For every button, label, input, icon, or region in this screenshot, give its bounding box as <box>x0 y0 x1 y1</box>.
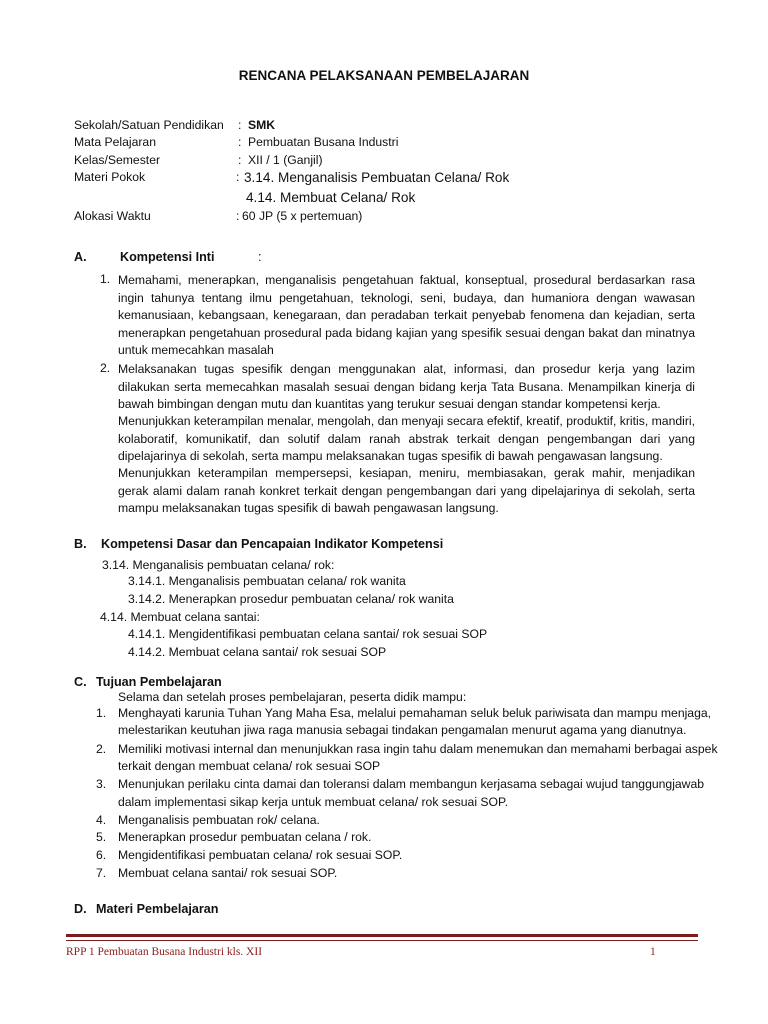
identity-label: Materi Pokok <box>74 170 146 184</box>
section-d-letter: D. <box>74 902 87 916</box>
objective-number: 1. <box>96 706 107 720</box>
identity-label: Kelas/Semester <box>74 153 161 167</box>
section-a-item-2-para-2: Menunjukkan keterampilan menalar, mengolah, dan menyaji secara efektif, kreatif, produktif, kritis, mandiri, kolaboratif, komunikatif, dan solutif dalam ranah abstrak terkait dengan pengembangan dari yang dipelajarinya di sekolah, serta mampu melaksanakan tugas spesifik di bawah pengawasan langsung. <box>118 414 695 464</box>
section-d-title: Materi Pembelajaran <box>96 902 219 916</box>
identity-sep: : <box>236 209 240 223</box>
identity-sep: : <box>238 153 242 167</box>
identity-sep: : <box>238 135 242 149</box>
identity-value: XII / 1 (Ganjil) <box>248 153 323 167</box>
section-a-letter: A. <box>74 250 87 264</box>
section-a-item-number: 1. <box>100 272 111 286</box>
identity-value-2: 4.14. Membuat Celana/ Rok <box>246 190 416 205</box>
objective-line: Mengidentifikasi pembuatan celana/ rok sesuai SOP. <box>118 848 403 862</box>
objective-line: Menganalisis pembuatan rok/ celana. <box>118 813 320 827</box>
section-a-item-number: 2. <box>100 361 111 375</box>
indicator-item: 4.14.1. Mengidentifikasi pembuatan celana santai/ rok sesuai SOP <box>128 627 488 641</box>
identity-row-subject <box>74 135 694 153</box>
indicator-item: 3.14.1. Menganalisis pembuatan celana/ rok wanita <box>128 574 406 588</box>
identity-value: SMK <box>248 118 276 132</box>
indicator-item: 4.14.2. Membuat celana santai/ rok sesuai SOP <box>128 645 387 659</box>
section-b-title: Kompetensi Dasar dan Pencapaian Indikator Kompetensi <box>101 537 444 551</box>
identity-row-topic-2 <box>74 190 694 208</box>
document-title: RENCANA PELAKSANAAN PEMBELAJARAN <box>238 68 530 83</box>
identity-row-time <box>74 209 694 227</box>
identity-row-topic <box>74 170 694 188</box>
identity-value: 60 JP (5 x pertemuan) <box>242 209 363 223</box>
section-a-item-2-para-3: Menunjukkan keterampilan mempersepsi, kesiapan, meniru, membiasakan, gerak mahir, menjadikan gerak alami dalam ranah konkret terkait dengan pengembangan dari yang dipelajarinya di sekolah, serta mampu melaksanakan tugas spesifik di bawah pengawasan langsung. <box>118 466 695 516</box>
identity-label: Sekolah/Satuan Pendidikan <box>74 118 224 132</box>
objective-line: Menghayati karunia Tuhan Yang Maha Esa, melalui pemahaman seluk beluk pariwisata dan mampu menjaga, <box>118 706 712 720</box>
objective-line: Menunjukan perilaku cinta damai dan toleransi dalam membangun kerjasama sebagai wujud tanggungjawab <box>118 777 705 791</box>
identity-value: Pembuatan Busana Industri <box>248 135 399 149</box>
objective-line: Memiliki motivasi internal dan menunjukkan rasa ingin tahu dalam menemukan dan memahami berbagai aspek <box>118 742 718 756</box>
identity-row-school <box>74 118 694 136</box>
competency-item: 3.14. Menganalisis pembuatan celana/ rok: <box>102 558 335 572</box>
identity-label: Mata Pelajaran <box>74 135 156 149</box>
objective-line: Membuat celana santai/ rok sesuai SOP. <box>118 866 338 880</box>
indicator-item: 3.14.2. Menerapkan prosedur pembuatan celana/ rok wanita <box>128 592 454 606</box>
section-b-letter: B. <box>74 537 87 551</box>
identity-label: Alokasi Waktu <box>74 209 151 223</box>
section-c-letter: C. <box>74 675 87 689</box>
section-c-title: Tujuan Pembelajaran <box>96 675 222 689</box>
objective-line: terkait dengan membuat celana/ rok sesuai SOP <box>118 759 381 773</box>
page-number: 1 <box>650 946 656 958</box>
objective-line: melestarikan keutuhan jiwa raga manusia sebagai tindakan pengamalan menurut agama yang dianutnya. <box>118 723 687 737</box>
section-a-item-1: Memahami, menerapkan, menganalisis pengetahuan faktual, konseptual, prosedural berdasarkan rasa ingin tahunya tentang ilmu pengetahuan, teknologi, seni, budaya, dan humaniora dengan wawasan kemanusiaan, kebangsaan, kenegaraan, dan peradaban terkait penyebab fenomena dan kejadian, serta menerapkan pengetahuan prosedural pada bidang kajian yang spesifik sesuai dengan bakat dan minatnya untuk memecahkan masalah <box>118 273 695 358</box>
competency-item: 4.14. Membuat celana santai: <box>100 610 260 624</box>
footer-text: RPP 1 Pembuatan Busana Industri kls. XII <box>66 946 263 958</box>
section-a-colon: : <box>258 250 262 264</box>
objective-line: dalam implementasi sikap kerja untuk membuat celana/ rok sesuai SOP. <box>118 795 508 809</box>
identity-row-class <box>74 153 694 171</box>
objective-number: 4. <box>96 813 107 827</box>
objective-number: 5. <box>96 830 107 844</box>
identity-value: 3.14. Menganalisis Pembuatan Celana/ Rok <box>244 170 510 185</box>
identity-sep: : <box>238 118 242 132</box>
objective-number: 3. <box>96 777 107 791</box>
section-a-item-2: Melaksanakan tugas spesifik dengan menggunakan alat, informasi, dan prosedur kerja yang lazim dilakukan serta memecahkan masalah sesuai dengan bidang kerja Tata Busana. Menampilkan kinerja di bawah bimbingan dengan mutu dan kuantitas yang terukur sesuai dengan standar kompetensi kerja. <box>118 362 695 412</box>
identity-sep: : <box>236 170 240 184</box>
objectives-intro: Selama dan setelah proses pembelajaran, peserta didik mampu: <box>118 690 467 704</box>
objective-number: 7. <box>96 866 107 880</box>
objective-line: Menerapkan prosedur pembuatan celana / rok. <box>118 830 372 844</box>
footer-rule-thin <box>66 940 698 941</box>
footer-rule-thick <box>66 934 698 937</box>
section-a-title: Kompetensi Inti <box>120 250 215 264</box>
objective-number: 6. <box>96 848 107 862</box>
objective-number: 2. <box>96 742 107 756</box>
